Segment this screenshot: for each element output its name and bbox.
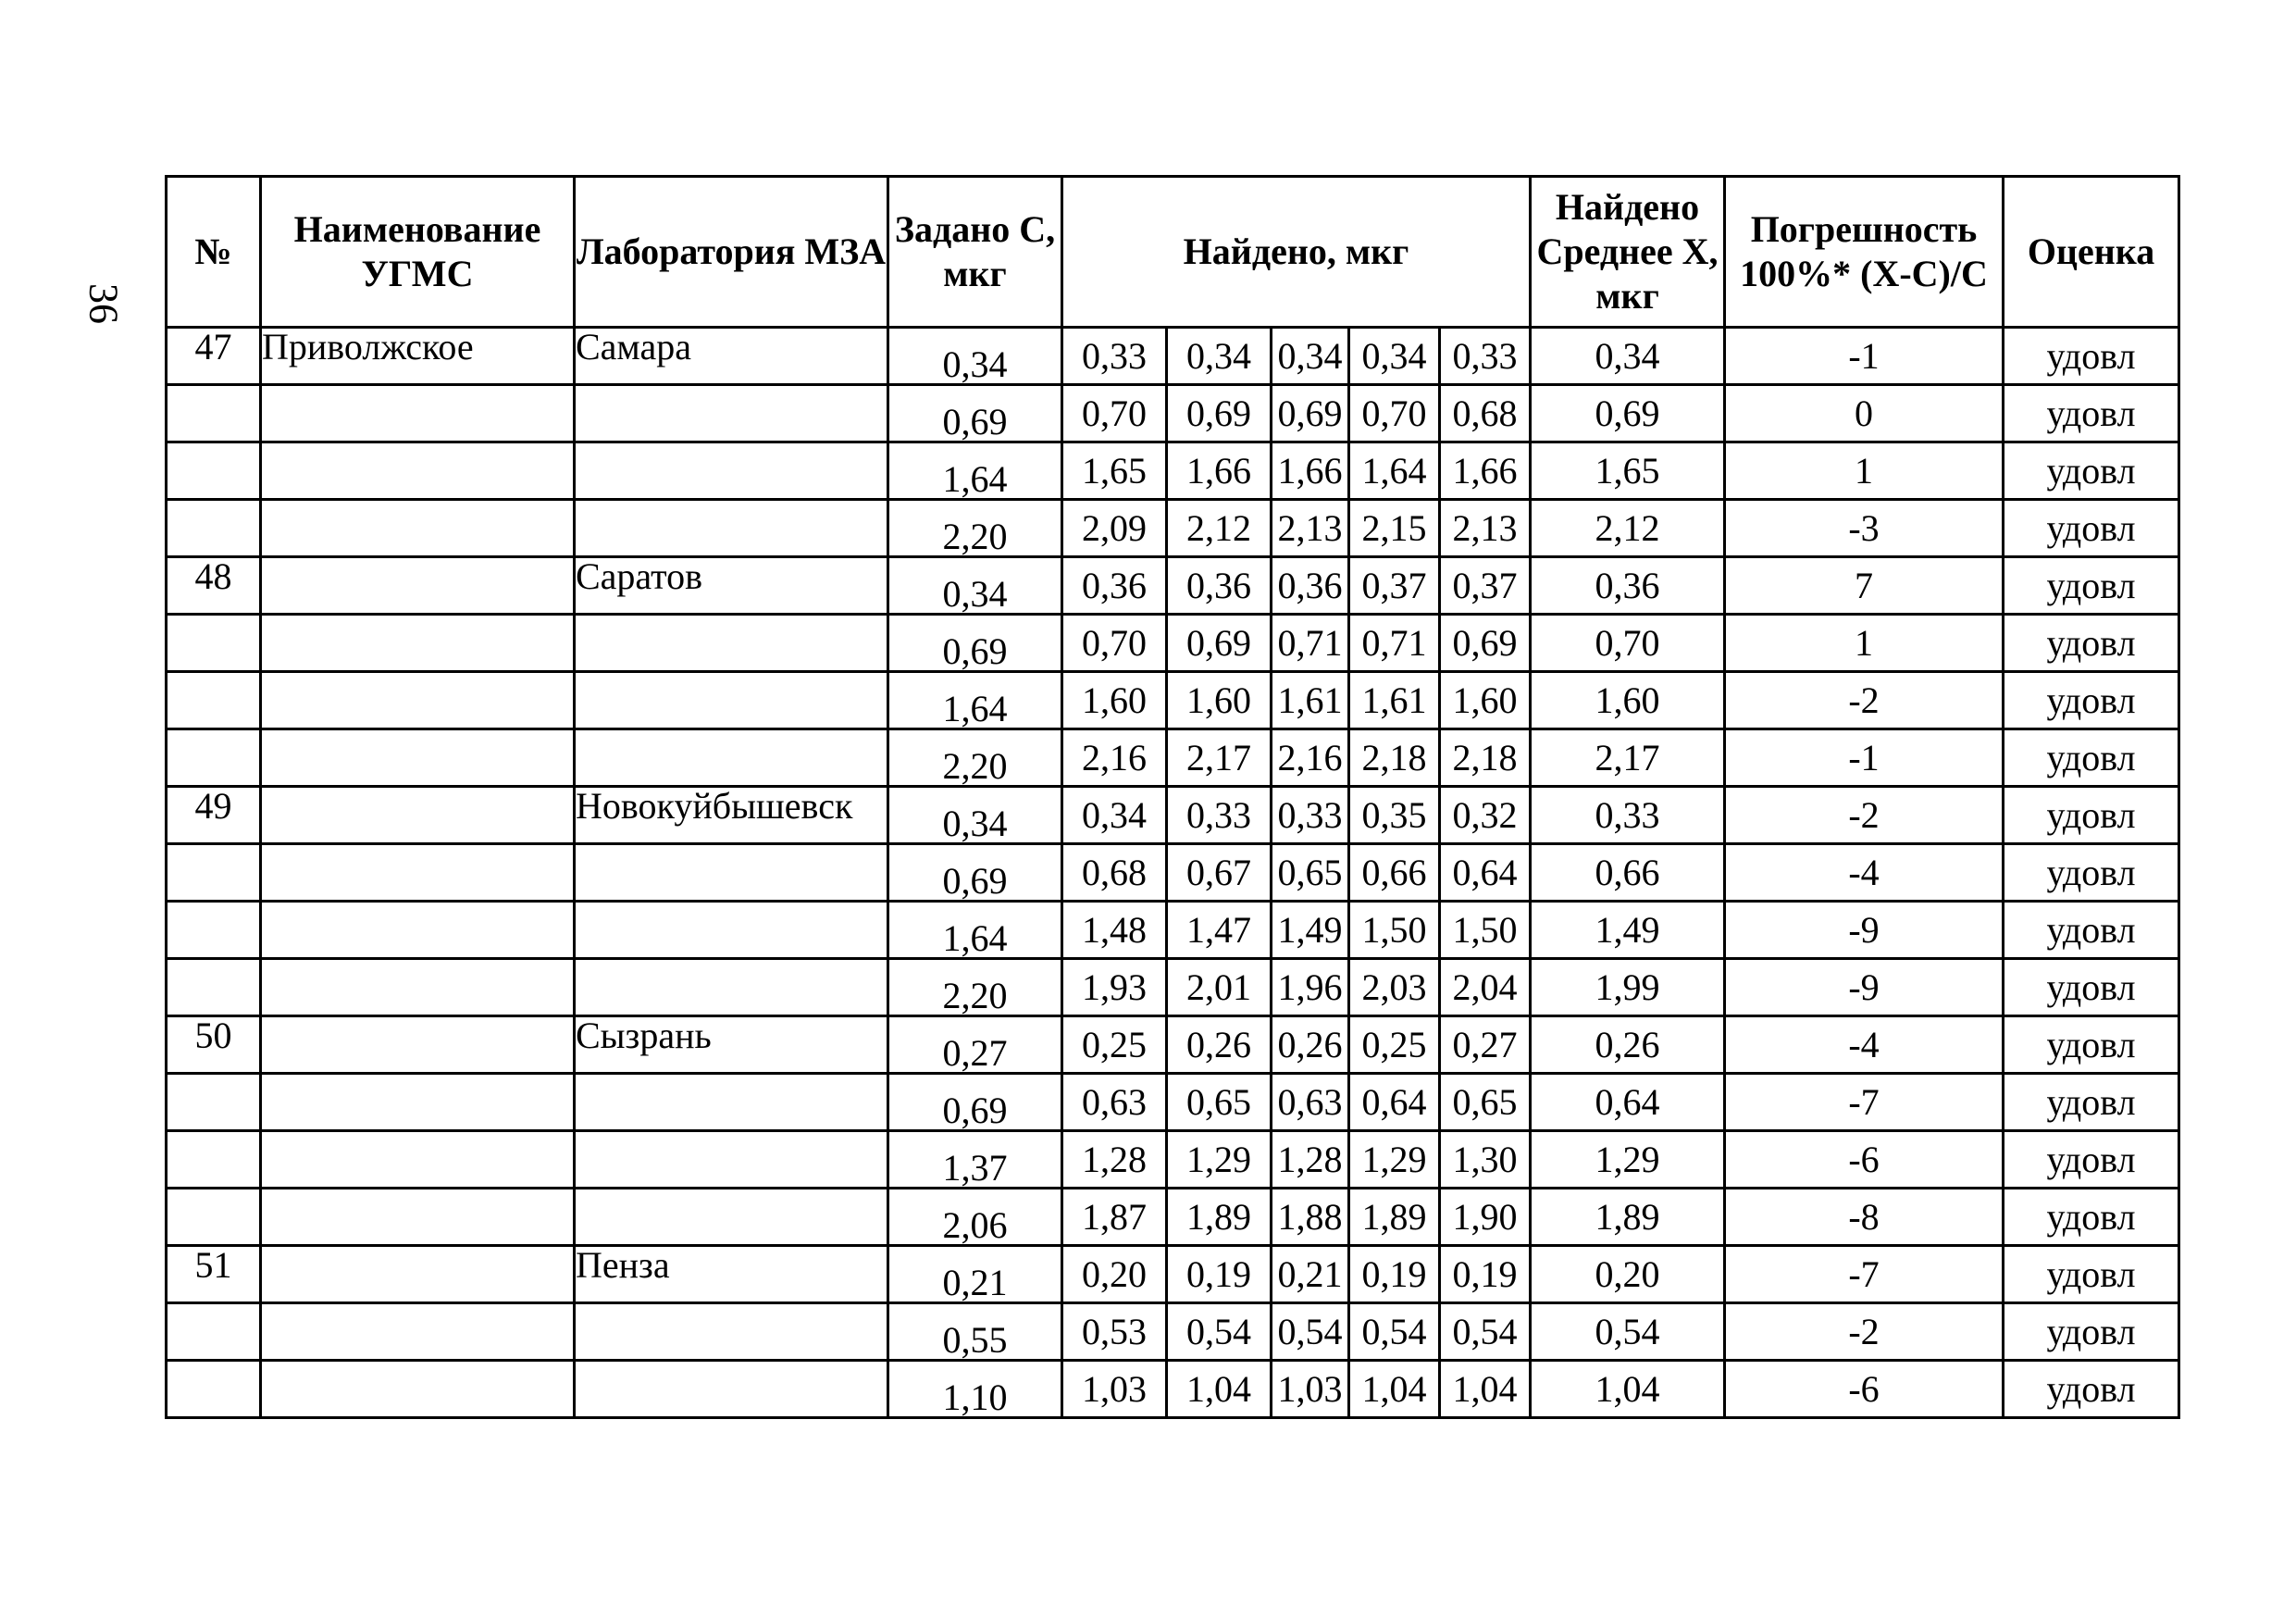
cell-grade: удовл (2004, 672, 2179, 729)
cell-mean: 0,34 (1531, 328, 1725, 385)
table-row (167, 672, 2179, 729)
cell-given: 0,69 (888, 844, 1062, 902)
cell-found-5: 1,50 (1440, 902, 1531, 959)
cell-found-3: 0,33 (1272, 787, 1349, 844)
cell-grade: удовл (2004, 1131, 2179, 1189)
header-given: Задано С, мкг (888, 177, 1062, 328)
cell-number (167, 672, 261, 729)
cell-found-5: 1,30 (1440, 1131, 1531, 1189)
cell-found-2: 0,65 (1167, 1074, 1272, 1131)
cell-found-5: 2,18 (1440, 729, 1531, 787)
cell-found-3: 0,54 (1272, 1303, 1349, 1361)
cell-lab (575, 729, 888, 787)
cell-error: -2 (1725, 787, 2004, 844)
cell-found-4: 0,54 (1349, 1303, 1440, 1361)
cell-found-5: 1,60 (1440, 672, 1531, 729)
cell-found-4: 0,35 (1349, 787, 1440, 844)
header-error: Погрешность 100%* (Х-С)/С (1725, 177, 2004, 328)
cell-found-2: 0,69 (1167, 615, 1272, 672)
cell-grade: удовл (2004, 959, 2179, 1016)
cell-found-1: 1,93 (1062, 959, 1167, 1016)
cell-found-4: 2,03 (1349, 959, 1440, 1016)
cell-found-1: 1,28 (1062, 1131, 1167, 1189)
cell-mean: 1,49 (1531, 902, 1725, 959)
cell-found-1: 0,36 (1062, 557, 1167, 615)
cell-found-3: 1,88 (1272, 1189, 1349, 1246)
cell-grade: удовл (2004, 1246, 2179, 1303)
cell-found-5: 0,27 (1440, 1016, 1531, 1074)
cell-mean: 1,99 (1531, 959, 1725, 1016)
cell-found-5: 0,19 (1440, 1246, 1531, 1303)
cell-number: 48 (167, 557, 261, 615)
cell-mean: 0,33 (1531, 787, 1725, 844)
cell-given: 1,64 (888, 442, 1062, 500)
cell-found-5: 0,37 (1440, 557, 1531, 615)
cell-given: 0,27 (888, 1016, 1062, 1074)
cell-mean: 0,26 (1531, 1016, 1725, 1074)
cell-number (167, 442, 261, 500)
cell-given: 1,10 (888, 1361, 1062, 1418)
cell-found-1: 0,68 (1062, 844, 1167, 902)
cell-mean: 0,64 (1531, 1074, 1725, 1131)
cell-given: 0,21 (888, 1246, 1062, 1303)
cell-ugms (261, 442, 575, 500)
cell-lab (575, 500, 888, 557)
cell-found-1: 1,87 (1062, 1189, 1167, 1246)
cell-found-4: 2,18 (1349, 729, 1440, 787)
cell-found-5: 0,65 (1440, 1074, 1531, 1131)
cell-found-2: 1,60 (1167, 672, 1272, 729)
table-row (167, 1074, 2179, 1131)
cell-given: 2,20 (888, 959, 1062, 1016)
cell-mean: 1,29 (1531, 1131, 1725, 1189)
cell-grade: удовл (2004, 1303, 2179, 1361)
cell-found-2: 2,17 (1167, 729, 1272, 787)
cell-found-4: 0,25 (1349, 1016, 1440, 1074)
cell-ugms (261, 615, 575, 672)
cell-found-4: 2,15 (1349, 500, 1440, 557)
cell-found-2: 1,89 (1167, 1189, 1272, 1246)
cell-number (167, 1303, 261, 1361)
cell-number (167, 1131, 261, 1189)
cell-grade: удовл (2004, 1016, 2179, 1074)
cell-ugms (261, 729, 575, 787)
cell-lab: Сызрань (575, 1016, 888, 1074)
cell-ugms: Приволжское (261, 328, 575, 385)
cell-found-5: 1,90 (1440, 1189, 1531, 1246)
cell-ugms (261, 844, 575, 902)
cell-found-4: 0,71 (1349, 615, 1440, 672)
cell-grade: удовл (2004, 1189, 2179, 1246)
table-row (167, 729, 2179, 787)
cell-given: 0,34 (888, 328, 1062, 385)
cell-found-4: 0,34 (1349, 328, 1440, 385)
cell-found-2: 0,33 (1167, 787, 1272, 844)
cell-mean: 2,12 (1531, 500, 1725, 557)
cell-lab: Самара (575, 328, 888, 385)
cell-number: 47 (167, 328, 261, 385)
cell-found-5: 2,13 (1440, 500, 1531, 557)
cell-lab (575, 1361, 888, 1418)
cell-error: -9 (1725, 902, 2004, 959)
cell-number (167, 844, 261, 902)
table-row (167, 844, 2179, 902)
table-row (167, 1246, 2179, 1303)
cell-found-5: 1,66 (1440, 442, 1531, 500)
cell-lab (575, 1189, 888, 1246)
cell-found-4: 1,29 (1349, 1131, 1440, 1189)
cell-grade: удовл (2004, 1074, 2179, 1131)
cell-found-4: 0,37 (1349, 557, 1440, 615)
cell-given: 1,64 (888, 902, 1062, 959)
cell-found-3: 1,28 (1272, 1131, 1349, 1189)
cell-number (167, 959, 261, 1016)
cell-ugms (261, 1189, 575, 1246)
cell-found-2: 1,47 (1167, 902, 1272, 959)
cell-mean: 1,60 (1531, 672, 1725, 729)
table-row (167, 959, 2179, 1016)
cell-lab (575, 672, 888, 729)
cell-error: -8 (1725, 1189, 2004, 1246)
cell-found-1: 0,63 (1062, 1074, 1167, 1131)
cell-found-3: 0,26 (1272, 1016, 1349, 1074)
cell-found-3: 2,16 (1272, 729, 1349, 787)
cell-found-1: 1,60 (1062, 672, 1167, 729)
cell-found-4: 0,66 (1349, 844, 1440, 902)
cell-number (167, 902, 261, 959)
cell-found-5: 0,33 (1440, 328, 1531, 385)
cell-found-1: 0,33 (1062, 328, 1167, 385)
cell-number (167, 1189, 261, 1246)
table-row (167, 787, 2179, 844)
cell-found-3: 0,71 (1272, 615, 1349, 672)
cell-grade: удовл (2004, 328, 2179, 385)
cell-found-2: 2,01 (1167, 959, 1272, 1016)
cell-grade: удовл (2004, 1361, 2179, 1418)
header-ugms: Наименование УГМС (261, 177, 575, 328)
table-row (167, 500, 2179, 557)
table-header (167, 177, 2179, 328)
cell-given: 0,34 (888, 557, 1062, 615)
cell-number: 50 (167, 1016, 261, 1074)
cell-error: 7 (1725, 557, 2004, 615)
cell-found-2: 0,67 (1167, 844, 1272, 902)
cell-number (167, 1074, 261, 1131)
cell-error: -7 (1725, 1074, 2004, 1131)
cell-number (167, 729, 261, 787)
cell-found-1: 2,16 (1062, 729, 1167, 787)
cell-found-4: 1,89 (1349, 1189, 1440, 1246)
cell-found-1: 1,48 (1062, 902, 1167, 959)
cell-found-3: 0,65 (1272, 844, 1349, 902)
cell-ugms (261, 557, 575, 615)
cell-ugms (261, 672, 575, 729)
cell-mean: 1,65 (1531, 442, 1725, 500)
cell-number (167, 615, 261, 672)
cell-found-2: 0,69 (1167, 385, 1272, 442)
cell-grade: удовл (2004, 442, 2179, 500)
cell-ugms (261, 500, 575, 557)
cell-given: 0,34 (888, 787, 1062, 844)
table-row (167, 1016, 2179, 1074)
cell-found-2: 0,26 (1167, 1016, 1272, 1074)
cell-grade: удовл (2004, 557, 2179, 615)
header-number: № (167, 177, 261, 328)
table-row (167, 557, 2179, 615)
cell-lab: Пенза (575, 1246, 888, 1303)
cell-error: -3 (1725, 500, 2004, 557)
cell-number: 51 (167, 1246, 261, 1303)
cell-found-3: 1,49 (1272, 902, 1349, 959)
cell-error: 1 (1725, 442, 2004, 500)
cell-found-1: 0,70 (1062, 385, 1167, 442)
table-row (167, 328, 2179, 385)
cell-given: 2,20 (888, 729, 1062, 787)
cell-lab (575, 1131, 888, 1189)
cell-error: -6 (1725, 1131, 2004, 1189)
cell-found-1: 1,65 (1062, 442, 1167, 500)
cell-ugms (261, 385, 575, 442)
cell-grade: удовл (2004, 385, 2179, 442)
cell-lab (575, 959, 888, 1016)
cell-mean: 0,54 (1531, 1303, 1725, 1361)
cell-grade: удовл (2004, 615, 2179, 672)
cell-lab: Саратов (575, 557, 888, 615)
table-row (167, 1361, 2179, 1418)
cell-error: -1 (1725, 729, 2004, 787)
cell-found-3: 0,36 (1272, 557, 1349, 615)
cell-grade: удовл (2004, 844, 2179, 902)
cell-found-3: 1,03 (1272, 1361, 1349, 1418)
cell-error: -9 (1725, 959, 2004, 1016)
cell-found-4: 0,64 (1349, 1074, 1440, 1131)
cell-found-4: 1,64 (1349, 442, 1440, 500)
cell-found-4: 1,04 (1349, 1361, 1440, 1418)
cell-ugms (261, 959, 575, 1016)
table-row (167, 1303, 2179, 1361)
header-grade: Оценка (2004, 177, 2179, 328)
cell-found-5: 0,64 (1440, 844, 1531, 902)
cell-lab (575, 1303, 888, 1361)
header-lab: Лаборатория МЗА (575, 177, 888, 328)
page-number-text: 36 (81, 283, 127, 324)
cell-grade: удовл (2004, 500, 2179, 557)
cell-mean: 1,89 (1531, 1189, 1725, 1246)
table-row (167, 385, 2179, 442)
cell-found-2: 0,54 (1167, 1303, 1272, 1361)
cell-error: -6 (1725, 1361, 2004, 1418)
table-row (167, 1131, 2179, 1189)
cell-grade: удовл (2004, 902, 2179, 959)
cell-mean: 2,17 (1531, 729, 1725, 787)
table-row (167, 902, 2179, 959)
cell-given: 1,64 (888, 672, 1062, 729)
cell-given: 0,69 (888, 615, 1062, 672)
cell-found-2: 0,36 (1167, 557, 1272, 615)
cell-found-2: 0,19 (1167, 1246, 1272, 1303)
table-body (167, 328, 2179, 1418)
cell-found-3: 1,61 (1272, 672, 1349, 729)
cell-error: 0 (1725, 385, 2004, 442)
cell-found-5: 0,69 (1440, 615, 1531, 672)
cell-number (167, 1361, 261, 1418)
cell-found-2: 0,34 (1167, 328, 1272, 385)
cell-found-3: 0,69 (1272, 385, 1349, 442)
cell-found-3: 2,13 (1272, 500, 1349, 557)
cell-lab (575, 902, 888, 959)
cell-given: 0,69 (888, 1074, 1062, 1131)
cell-given: 2,06 (888, 1189, 1062, 1246)
cell-mean: 0,20 (1531, 1246, 1725, 1303)
cell-given: 1,37 (888, 1131, 1062, 1189)
cell-found-1: 1,03 (1062, 1361, 1167, 1418)
cell-number (167, 385, 261, 442)
cell-found-2: 1,29 (1167, 1131, 1272, 1189)
cell-found-3: 1,66 (1272, 442, 1349, 500)
cell-ugms (261, 1074, 575, 1131)
cell-ugms (261, 787, 575, 844)
cell-error: -2 (1725, 1303, 2004, 1361)
cell-number: 49 (167, 787, 261, 844)
cell-lab (575, 442, 888, 500)
cell-grade: удовл (2004, 729, 2179, 787)
header-found: Найдено, мкг (1062, 177, 1531, 328)
cell-found-2: 1,66 (1167, 442, 1272, 500)
cell-found-3: 0,63 (1272, 1074, 1349, 1131)
table-row (167, 1189, 2179, 1246)
cell-mean: 0,69 (1531, 385, 1725, 442)
table-row (167, 615, 2179, 672)
cell-lab: Новокуйбышевск (575, 787, 888, 844)
cell-found-1: 0,20 (1062, 1246, 1167, 1303)
cell-found-3: 0,21 (1272, 1246, 1349, 1303)
cell-found-5: 0,54 (1440, 1303, 1531, 1361)
cell-ugms (261, 1361, 575, 1418)
cell-lab (575, 615, 888, 672)
cell-ugms (261, 1016, 575, 1074)
cell-ugms (261, 1303, 575, 1361)
cell-grade: удовл (2004, 787, 2179, 844)
cell-found-2: 1,04 (1167, 1361, 1272, 1418)
cell-found-1: 0,53 (1062, 1303, 1167, 1361)
cell-ugms (261, 1131, 575, 1189)
cell-found-5: 1,04 (1440, 1361, 1531, 1418)
cell-found-3: 0,34 (1272, 328, 1349, 385)
cell-lab (575, 844, 888, 902)
cell-found-4: 1,50 (1349, 902, 1440, 959)
cell-error: -7 (1725, 1246, 2004, 1303)
cell-error: -4 (1725, 844, 2004, 902)
cell-found-1: 2,09 (1062, 500, 1167, 557)
cell-found-5: 2,04 (1440, 959, 1531, 1016)
cell-error: -1 (1725, 328, 2004, 385)
cell-error: 1 (1725, 615, 2004, 672)
cell-mean: 0,70 (1531, 615, 1725, 672)
cell-mean: 0,36 (1531, 557, 1725, 615)
cell-error: -2 (1725, 672, 2004, 729)
cell-ugms (261, 1246, 575, 1303)
cell-lab (575, 385, 888, 442)
cell-given: 0,55 (888, 1303, 1062, 1361)
cell-found-1: 0,25 (1062, 1016, 1167, 1074)
cell-found-1: 0,70 (1062, 615, 1167, 672)
cell-found-4: 0,70 (1349, 385, 1440, 442)
cell-ugms (261, 902, 575, 959)
cell-found-5: 0,32 (1440, 787, 1531, 844)
cell-error: -4 (1725, 1016, 2004, 1074)
cell-found-5: 0,68 (1440, 385, 1531, 442)
cell-mean: 0,66 (1531, 844, 1725, 902)
cell-found-4: 0,19 (1349, 1246, 1440, 1303)
cell-number (167, 500, 261, 557)
cell-found-3: 1,96 (1272, 959, 1349, 1016)
cell-given: 0,69 (888, 385, 1062, 442)
cell-lab (575, 1074, 888, 1131)
header-mean: Найдено Среднее Х, мкг (1531, 177, 1725, 328)
cell-found-1: 0,34 (1062, 787, 1167, 844)
cell-mean: 1,04 (1531, 1361, 1725, 1418)
header-row (167, 177, 2179, 328)
results-table (165, 175, 2180, 1419)
cell-found-4: 1,61 (1349, 672, 1440, 729)
cell-given: 2,20 (888, 500, 1062, 557)
table-row (167, 442, 2179, 500)
cell-found-2: 2,12 (1167, 500, 1272, 557)
